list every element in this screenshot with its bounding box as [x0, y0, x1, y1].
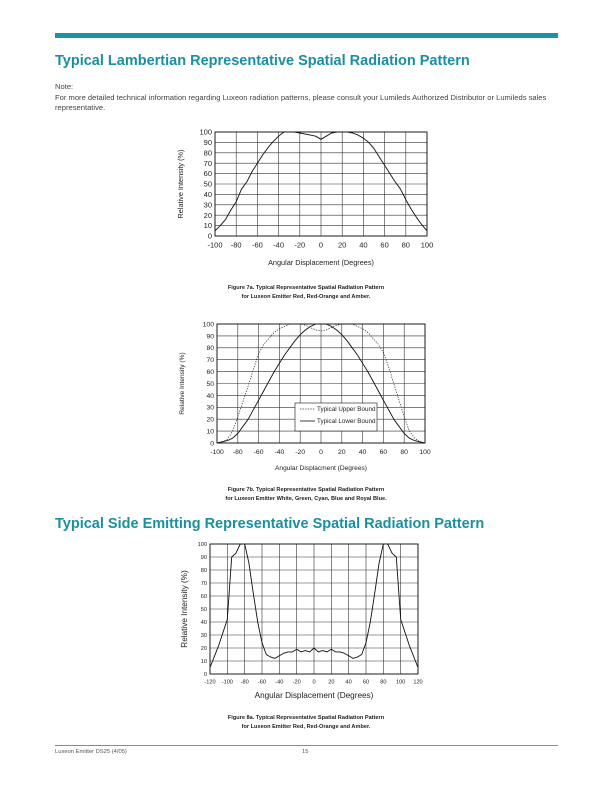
- figure-7b-chart: [0, 314, 612, 476]
- fig7b-legend-label: Typical Upper Bound: [317, 406, 376, 413]
- fig7b-y-tick-label: 0: [210, 440, 214, 448]
- fig8a-x-tick-label: 0: [312, 679, 316, 686]
- fig7a-x-tick-label: 60: [380, 240, 389, 250]
- note-text: For more detailed technical information regarding Luxeon radiation patterns, please consult your Lumileds Authorized Distributor or Lumileds sales representative.: [55, 92, 547, 112]
- fig7a-y-tick-label: 50: [203, 179, 212, 189]
- fig8a-y-axis-label: Relative Intensity (%): [180, 570, 189, 648]
- fig7b-x-tick-label: 60: [379, 448, 388, 456]
- fig7a-x-tick-label: -20: [294, 240, 306, 250]
- fig7b-x-tick-label: -40: [274, 448, 285, 456]
- fig7a-x-tick-label: -80: [230, 240, 242, 250]
- fig7b-legend: [295, 403, 377, 431]
- figure-7b-caption-line2: for Luxeon Emitter White, Green, Cyan, Blue and Royal Blue.: [225, 495, 387, 502]
- figure-7a-caption: [150, 284, 462, 301]
- note-block: [55, 82, 560, 114]
- fig7b-y-tick-label: 90: [206, 333, 214, 341]
- fig8a-y-tick-label: 10: [200, 658, 207, 665]
- fig7b-x-tick-label: 40: [358, 448, 367, 456]
- figure-8a-chart: [0, 536, 612, 706]
- figure-8a-caption-line2: for Luxeon Emitter Red, Red-Orange and Amber.: [241, 723, 371, 730]
- fig8a-x-tick-label: -60: [257, 679, 267, 686]
- fig7a-x-tick-label: 0: [318, 240, 324, 250]
- fig7a-x-tick-label: -60: [251, 240, 263, 250]
- footer-doc-id: Luxeon Emitter DS25 (4/05): [55, 749, 127, 755]
- top-accent-bar: [55, 33, 558, 38]
- fig7a-y-tick-label: 40: [203, 190, 212, 200]
- fig7a-y-tick-label: 80: [203, 148, 212, 158]
- footer-rule: [55, 745, 558, 746]
- fig7b-x-tick-label: -80: [232, 448, 243, 456]
- fig7a-y-tick-label: 60: [203, 169, 212, 179]
- fig8a-x-axis-label: Angular Displacement (Degrees): [254, 691, 374, 700]
- fig7b-y-tick-label: 30: [206, 404, 214, 412]
- fig7b-legend-label: Typical Lower Bound: [317, 418, 376, 425]
- fig7b-y-tick-label: 100: [202, 321, 214, 329]
- fig7a-y-axis-label: Relative Intensity (%): [176, 149, 185, 219]
- fig8a-x-tick-label: -40: [275, 679, 284, 686]
- fig7a-x-tick-label: -100: [207, 240, 223, 250]
- fig7a-x-axis-label: Angular Displacement (Degrees): [268, 258, 374, 267]
- fig7a-x-tick-label: 40: [359, 240, 368, 250]
- fig7a-y-tick-label: 0: [207, 231, 212, 241]
- fig8a-x-tick-label: -20: [292, 679, 301, 686]
- fig8a-y-tick-label: 90: [200, 554, 207, 561]
- fig8a-grid: [210, 544, 418, 674]
- fig7b-x-tick-label: 80: [400, 448, 408, 456]
- fig8a-x-tick-label: -100: [221, 679, 233, 686]
- figure-8a-caption: [150, 714, 462, 731]
- fig8a-x-tick-label: 80: [380, 679, 387, 686]
- fig8a-x-tick-label: 100: [395, 679, 406, 686]
- fig7b-y-tick-label: 40: [206, 392, 214, 400]
- section-title-lambertian: Typical Lambertian Representative Spatial Radiation Pattern: [55, 53, 470, 69]
- fig8a-x-tick-label: 20: [328, 679, 335, 686]
- fig7a-x-tick-label: 100: [420, 240, 434, 250]
- fig8a-y-tick-label: 50: [200, 606, 207, 613]
- fig7b-x-tick-label: 0: [319, 448, 323, 456]
- fig7b-y-tick-label: 80: [206, 345, 214, 353]
- fig7a-y-tick-label: 20: [203, 210, 212, 220]
- fig7b-y-tick-label: 50: [206, 380, 214, 388]
- fig7a-y-tick-label: 100: [199, 127, 212, 137]
- figure-7a-chart: [0, 120, 612, 280]
- fig7b-x-tick-label: 100: [419, 448, 431, 456]
- page-number: 15: [302, 749, 309, 755]
- figure-7a-caption-line1: Figure 7a. Typical Representative Spatial Radiation Pattern: [227, 285, 385, 291]
- fig7a-y-tick-label: 10: [203, 221, 212, 231]
- figure-8a-caption-line1: Figure 8a. Typical Representative Spatial Radiation Pattern: [227, 715, 385, 721]
- fig7a-y-tick-label: 70: [203, 158, 212, 168]
- fig7b-y-tick-label: 70: [206, 357, 214, 365]
- fig7a-y-tick-label: 30: [203, 200, 212, 210]
- fig7a-grid: [215, 132, 427, 236]
- fig8a-y-tick-label: 70: [200, 580, 207, 587]
- fig8a-x-tick-label: -80: [240, 679, 249, 686]
- figure-7a-caption-line2: for Luxeon Emitter Red, Red-Orange and Amber.: [241, 293, 371, 300]
- fig7b-x-tick-label: 20: [338, 448, 346, 456]
- fig8a-x-tick-label: 40: [345, 679, 352, 686]
- fig7b-y-tick-label: 10: [206, 428, 214, 436]
- fig7a-x-tick-label: 20: [338, 240, 347, 250]
- fig8a-y-tick-label: 0: [203, 671, 207, 678]
- fig8a-y-tick-label: 60: [200, 593, 207, 600]
- fig8a-x-tick-label: 60: [362, 679, 370, 686]
- fig7b-x-tick-label: -100: [210, 448, 224, 456]
- fig8a-x-tick-label: -120: [204, 679, 216, 686]
- fig7b-y-tick-label: 60: [206, 368, 214, 376]
- fig7b-x-tick-label: -60: [253, 448, 264, 456]
- fig8a-x-tick-label: 120: [413, 679, 423, 686]
- fig8a-y-tick-label: 20: [200, 645, 207, 652]
- fig7a-x-tick-label: -40: [273, 240, 285, 250]
- section-title-side-emitting: Typical Side Emitting Representative Spatial Radiation Pattern: [55, 516, 485, 532]
- fig8a-y-tick-label: 40: [200, 619, 207, 626]
- figure-7b-caption-line1: Figure 7b. Typical Representative Spatial Radiation Pattern: [227, 487, 385, 493]
- fig7a-x-tick-label: 80: [401, 240, 410, 250]
- fig7b-x-axis-label: Angular Displacment (Degrees): [275, 465, 367, 472]
- fig7b-y-tick-label: 20: [206, 416, 214, 424]
- figure-7b-caption: [150, 486, 462, 503]
- fig7a-y-tick-label: 90: [203, 138, 212, 148]
- fig8a-y-tick-label: 30: [200, 632, 207, 639]
- fig8a-y-tick-label: 80: [200, 567, 207, 574]
- fig7b-y-axis-label: Relative Intensity (%): [179, 352, 186, 415]
- note-label: Note:: [55, 82, 74, 91]
- fig7b-x-tick-label: -20: [295, 448, 306, 456]
- fig8a-y-tick-label: 100: [197, 541, 207, 548]
